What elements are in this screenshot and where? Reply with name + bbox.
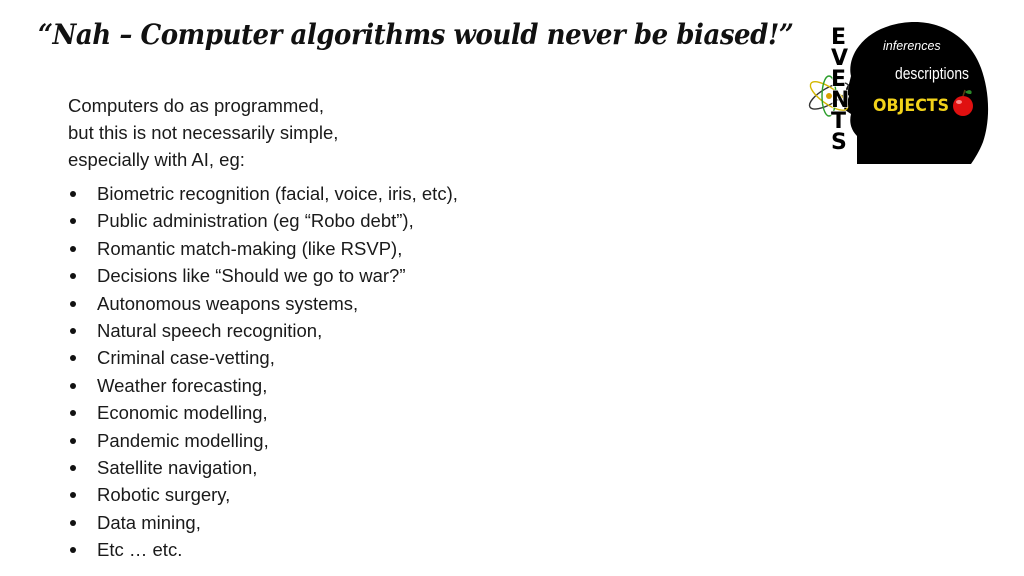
list-item — [68, 290, 458, 317]
logo-letter: S — [831, 130, 847, 155]
list-item-text: Etc … etc. — [97, 539, 183, 561]
list-item — [68, 207, 458, 234]
logo-letter: N — [831, 88, 850, 113]
list-item — [68, 317, 458, 344]
events-vertical-word — [831, 25, 849, 155]
bullet-icon — [70, 246, 76, 252]
list-item — [68, 509, 458, 536]
list-item-text: Data mining, — [97, 511, 201, 533]
logo-inferences: inferences — [883, 39, 941, 53]
list-item-text: Economic modelling, — [97, 402, 268, 424]
list-item-text: Decisions like “Should we go to war?” — [97, 265, 406, 287]
list-item-text: Robotic surgery, — [97, 484, 231, 506]
bullet-icon — [70, 328, 76, 334]
list-item — [68, 344, 458, 371]
list-item-text: Autonomous weapons systems, — [97, 292, 359, 314]
list-item-text: Satellite navigation, — [97, 457, 258, 479]
list-item-text: Public administration (eg “Robo debt”), — [97, 210, 414, 232]
examples-list — [68, 180, 458, 564]
bullet-icon — [70, 438, 76, 444]
bullet-icon — [70, 492, 76, 498]
intro-paragraph — [68, 92, 338, 173]
list-item — [68, 427, 458, 454]
list-item-text: Biometric recognition (facial, voice, iris, etc), — [97, 183, 458, 204]
list-item — [68, 536, 458, 563]
bullet-icon — [70, 273, 76, 279]
logo-letter: T — [831, 109, 847, 134]
list-item — [68, 399, 458, 426]
bullet-icon — [70, 218, 76, 224]
bullet-icon — [70, 383, 76, 389]
bullet-icon — [70, 520, 76, 526]
bullet-icon — [70, 355, 76, 361]
list-item — [68, 481, 458, 508]
list-item — [68, 454, 458, 481]
list-item-text: Weather forecasting, — [97, 374, 268, 396]
intro-line-2: but this is not necessarily simple, — [68, 122, 339, 143]
logo-letter: E — [831, 25, 847, 50]
list-item — [68, 262, 458, 289]
bullet-icon — [70, 465, 76, 471]
intro-line-1: Computers do as programmed, — [68, 95, 325, 116]
bullet-icon — [70, 547, 76, 553]
bullet-icon — [70, 410, 76, 416]
bullet-icon — [70, 191, 76, 197]
list-item-text: Criminal case-vetting, — [97, 347, 275, 369]
logo-descriptions: descriptions — [895, 64, 969, 83]
logo-objects: OBJECTS — [873, 96, 949, 116]
list-item-text: Pandemic modelling, — [97, 429, 269, 451]
list-item — [68, 372, 458, 399]
slide-title: “Nah – Computer algorithms would never be biased!” — [38, 18, 794, 51]
list-item-text: Natural speech recognition, — [97, 320, 323, 342]
intro-line-3: especially with AI, eg: — [68, 149, 245, 170]
events-logo — [805, 18, 993, 164]
list-item — [68, 180, 458, 207]
logo-letter: V — [831, 46, 849, 71]
list-item — [68, 235, 458, 262]
bullet-icon — [70, 301, 76, 307]
logo-letter: E — [831, 67, 847, 92]
list-item-text: Romantic match-making (like RSVP), — [97, 237, 403, 259]
